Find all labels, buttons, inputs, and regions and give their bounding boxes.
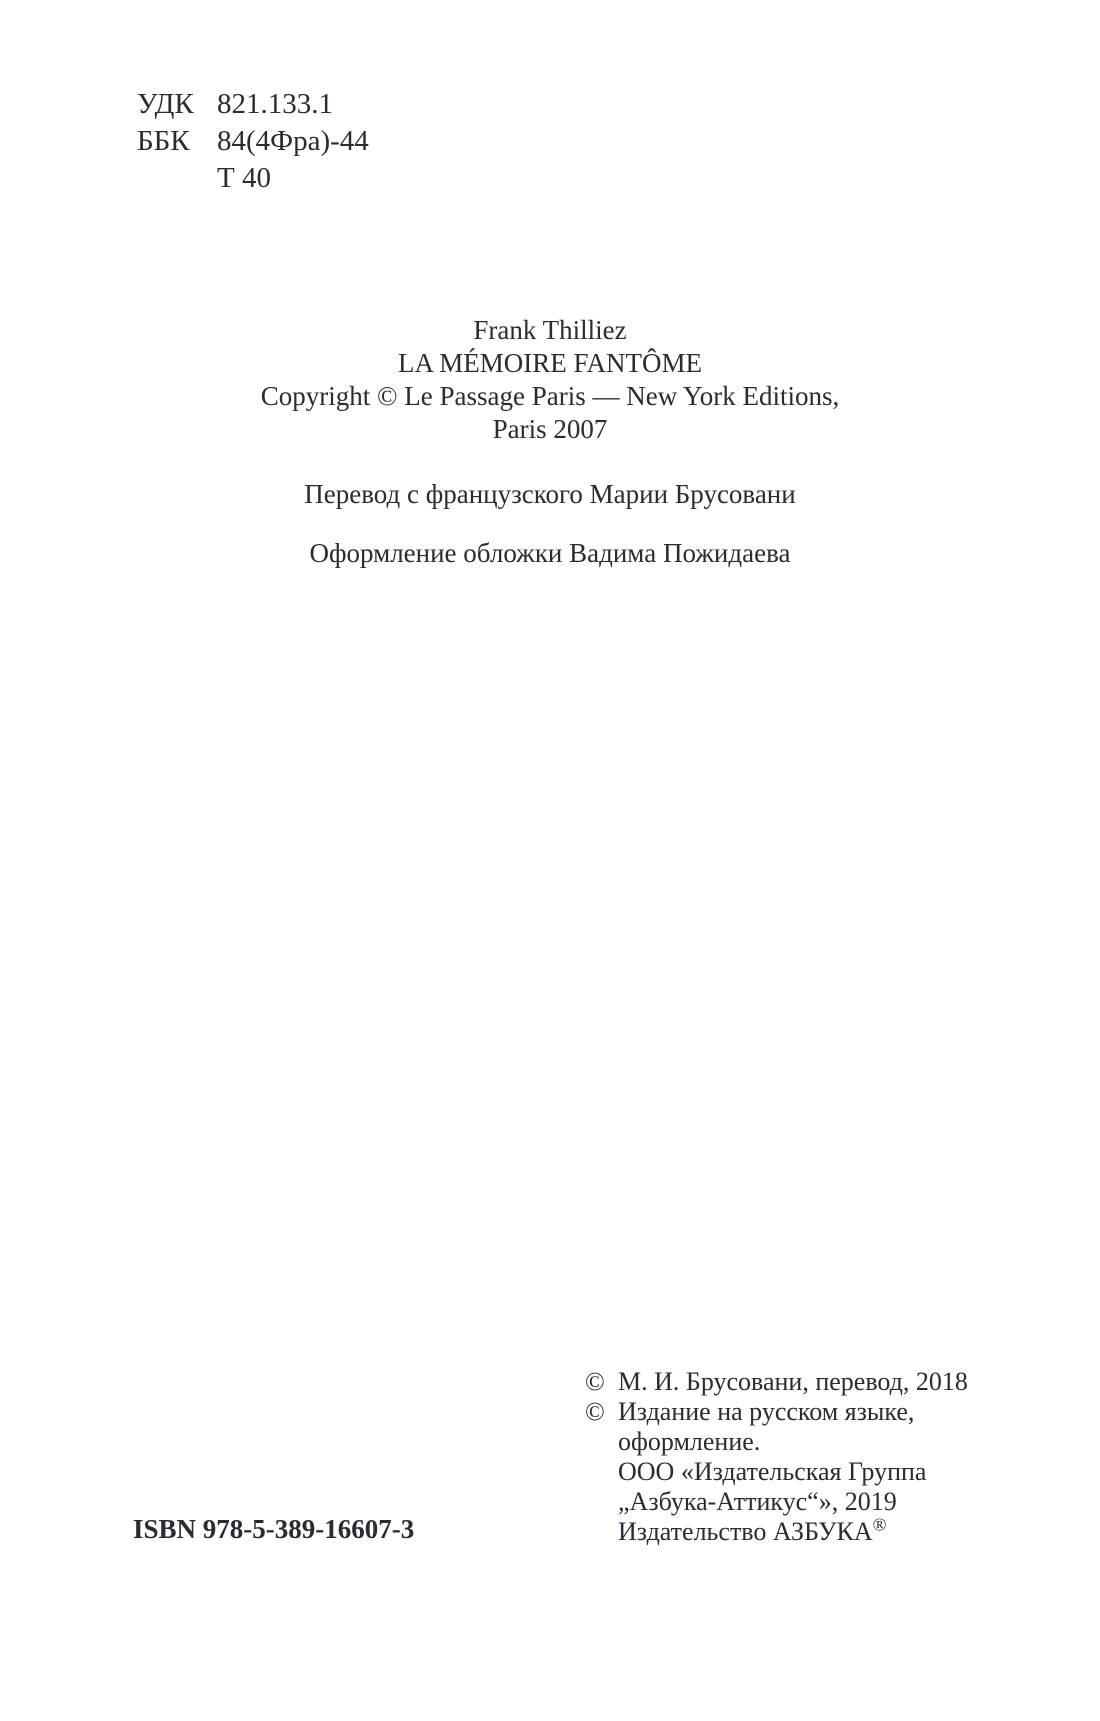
registered-trademark-symbol: ®	[872, 1514, 887, 1535]
publisher-name: Издательство АЗБУКА	[618, 1517, 873, 1546]
credit-text: Издание на русском языке,	[618, 1397, 915, 1426]
credit-line-translation	[585, 1367, 968, 1397]
udk-label: УДК	[137, 88, 194, 120]
rights-credits-block	[585, 1367, 968, 1547]
credit-line-russian-edition	[585, 1397, 968, 1427]
credit-text: М. И. Брусовани, перевод, 2018	[618, 1367, 968, 1396]
credit-line-publishing-group	[585, 1457, 968, 1487]
copyright-symbol: ©	[585, 1397, 605, 1426]
bbk-label: ББК	[137, 125, 190, 157]
author-name: Frank Thilliez	[473, 315, 627, 345]
author-sign: Т 40	[217, 162, 271, 194]
bbk-value: 84(4Фра)-44	[217, 125, 369, 157]
copyright-line: Copyright © Le Passage Paris — New York Editions,	[260, 381, 840, 411]
cover-design-credit: Оформление обложки Вадима Пожидаева	[309, 538, 791, 568]
credit-line-design	[585, 1427, 968, 1457]
credit-text: „Азбука-Аттикус“», 2019	[618, 1487, 897, 1516]
credit-line-publisher	[585, 1514, 968, 1547]
credit-text	[618, 1514, 887, 1547]
original-title: LA MÉMOIRE FANTÔME	[397, 348, 702, 378]
copyright-symbol: ©	[585, 1367, 605, 1396]
credit-text: ООО «Издательская Группа	[618, 1457, 927, 1486]
isbn: ISBN 978-5-389-16607-3	[133, 1514, 415, 1544]
udk-value: 821.133.1	[217, 88, 333, 120]
copyright-city-year: Paris 2007	[492, 414, 608, 444]
classification-block	[137, 86, 369, 197]
translation-credit: Перевод с французского Марии Брусовани	[304, 479, 796, 509]
credit-text: оформление.	[618, 1427, 761, 1456]
title-copyright-block	[0, 314, 1100, 570]
credit-line-azbuka-atticus	[585, 1487, 968, 1517]
author-sign-spacer	[137, 160, 217, 197]
